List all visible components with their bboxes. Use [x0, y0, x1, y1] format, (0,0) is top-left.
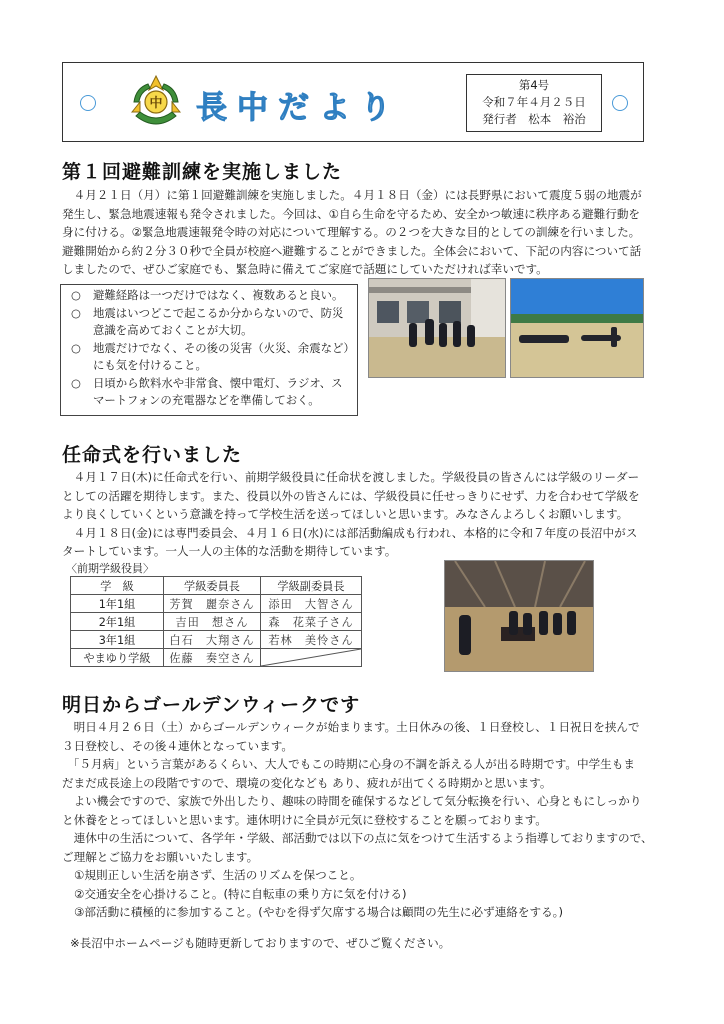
- issue-date: 令和７年４月２５日: [482, 95, 586, 109]
- text-line: より良くしていくという意識を持って学校生活を送ってほしいと思います。みなさんよろしくお願いします。: [62, 507, 629, 521]
- bullet-text: 地震だけでなく、その後の災害（火災、余震など）: [93, 340, 355, 355]
- table-cell: 若林 美怜さん: [261, 631, 362, 649]
- bullet-text: 意識を高めておくことが大切。: [93, 323, 253, 337]
- bullet-text: マートフォンの充電器などを準備しておく。: [93, 393, 320, 407]
- bullet-text: 避難経路は一つだけではなく、複数あると良い。: [93, 288, 344, 302]
- newsletter-title: 長中だより: [196, 90, 401, 126]
- class-officers-table: [70, 576, 362, 667]
- column-header: 学級副委員長: [261, 577, 362, 595]
- table-cell: 2年1組: [71, 613, 164, 631]
- column-header: 学級委員長: [164, 577, 261, 595]
- rules-list: [62, 866, 662, 922]
- table-cell: 3年1組: [71, 631, 164, 649]
- publisher: 発行者 松本 裕治: [482, 112, 586, 126]
- column-header: 学 級: [71, 577, 164, 595]
- table-cell: やまゆり学級: [71, 649, 164, 667]
- table-cell: 白石 大翔さん: [164, 631, 261, 649]
- table-cell: 添田 大智さん: [261, 595, 362, 613]
- bullet-text: 地震はいつどこで起こるか分からないので、防災: [93, 305, 344, 320]
- ceremony-photo: [444, 560, 594, 672]
- text-line: 連休中の生活について、各学年・学級、部活動では以下の点に気をつけて生活するよう指導しておりますので、: [62, 831, 653, 845]
- text-line: 「５月病」という言葉があるくらい、大人でもこの時期に心身の不調を訴える人が出る時期です。中学生もま: [62, 757, 635, 771]
- table-row: [71, 613, 362, 631]
- section2-paragraph: [62, 468, 662, 561]
- evacuation-photo-building: [368, 278, 506, 378]
- section3-heading: 明日からゴールデンウィークです: [62, 694, 361, 716]
- bullet-mark: ○: [71, 288, 81, 302]
- section1-heading: 第１回避難訓練を実施しました: [62, 161, 343, 183]
- bullet-item: [71, 287, 351, 305]
- table-cell: 佐藤 奏空さん: [164, 649, 261, 667]
- table-row: [71, 595, 362, 613]
- table-cell: 芳賀 麗奈さん: [164, 595, 261, 613]
- bullet-item: [71, 305, 351, 340]
- evacuation-photo-schoolyard: [510, 278, 644, 378]
- text-line: だまだ成長途上の段階ですので、環境の変化なども あり、疲れが出てくる時期かと思います。: [62, 775, 552, 790]
- text-line: 発生し、緊急地震速報も発令されました。今回は、①自ら生命を守るため、安全かつ敏速に秩序ある避難行動を: [62, 206, 641, 221]
- table-cell: 森 花菜子さん: [261, 613, 362, 631]
- text-line: しましたので、ぜひご家庭でも、緊急時に備えてご家庭で話題にしていただければ幸いです。: [62, 262, 548, 276]
- text-line: としての活躍を期待します。また、役員以外の皆さんには、学級役員に任せっきりにせず、力を合わせて学級を: [62, 488, 640, 503]
- rule-item: ②交通安全を心掛けること。(特に自転車の乗り方に気を付ける): [74, 886, 407, 901]
- text-line: タートしています。一人一人の主体的な活動を期待しています。: [62, 544, 397, 558]
- school-emblem: [126, 72, 186, 132]
- text-line: ４月２１日（月）に第１回避難訓練を実施しました。４月１８日（金）には長野県において震度５弱の地震が: [62, 188, 642, 202]
- issue-info-box: [466, 74, 602, 132]
- table-row: [71, 649, 362, 667]
- drill-points-box: [60, 284, 358, 416]
- bullet-mark: ○: [71, 305, 81, 320]
- table-row: [71, 631, 362, 649]
- text-line: よい機会ですので、家族で外出したり、趣味の時間を確保するなどして気分転換を行い、心身ともにしっかり: [62, 794, 642, 808]
- bullet-item: [71, 375, 351, 410]
- table-cell-empty: [261, 649, 362, 667]
- rule-item: ③部活動に積極的に参加すること。(やむを得ず欠席する場合は顧問の先生に必ず連絡をする。): [74, 905, 563, 919]
- text-line: ４月１８日(金)には専門委員会、４月１６日(水)には部活動編成も行われ、本格的に令和７年度の長沼中がス: [62, 525, 638, 540]
- text-line: 明日４月２６日（土）からゴールデンウィークが始まります。土日休みの後、１日登校し、１日祝日を挟んで: [62, 720, 640, 734]
- homepage-note: ※長沼中ホームページも随時更新しておりますので、ぜひご覧ください。: [70, 936, 451, 950]
- text-line: 避難開始から約２分３０秒で全員が校庭へ避難することができました。全体会において、下記の内容について話: [62, 243, 642, 258]
- table-caption: 〈前期学級役員〉: [66, 562, 154, 575]
- emblem-glyph: 中: [149, 96, 163, 111]
- bullet-item: [71, 340, 355, 375]
- section3-paragraph: [62, 718, 662, 922]
- bullet-mark: ○: [71, 375, 81, 390]
- text-line: ４月１７日(木)に任命式を行い、前期学級役員に任命状を渡しました。学級役員の皆さんには学級のリーダー: [62, 470, 640, 484]
- header-left-circle: [80, 95, 96, 111]
- section1-paragraph: [62, 186, 662, 279]
- table-header-row: [71, 577, 362, 595]
- bullet-text: 日頃から飲料水や非常食、懐中電灯、ラジオ、ス: [93, 375, 343, 390]
- bullet-mark: ○: [71, 340, 81, 355]
- text-line: ３日登校し、その後４連休となっています。: [62, 738, 293, 753]
- text-line: ご理解とご協力をお願いいたします。: [62, 849, 259, 864]
- bullet-text: にも気を付けること。: [93, 358, 207, 372]
- issue-number: 第4号: [518, 78, 550, 92]
- section2-heading: 任命式を行いました: [62, 444, 243, 466]
- header-right-circle: [612, 95, 628, 111]
- text-line: 身に付ける。②緊急地震速報発令時の対応について理解する。の２つを大きな目的としての訓練を行いました。: [62, 225, 641, 239]
- text-line: と休養をとってほしいと思います。連休明けに全員が元気に登校することを願っております。: [62, 812, 547, 827]
- table-cell: 吉田 想さん: [164, 613, 261, 631]
- rule-item: ①規則正しい生活を崩さず、生活のリズムを保つこと。: [74, 868, 362, 882]
- table-cell: 1年1組: [71, 595, 164, 613]
